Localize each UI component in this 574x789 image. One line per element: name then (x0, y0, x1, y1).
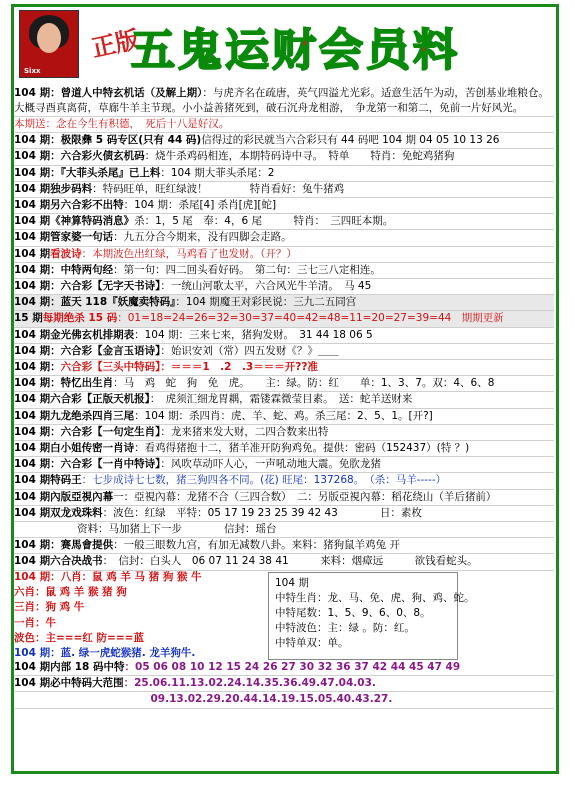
period-label: 104 期 (14, 661, 51, 673)
forecast-row (14, 554, 554, 570)
line-text: ：104 期：三来七来，猪狗发财。 31 44 18 06 5 (134, 328, 373, 341)
period-label: 104 期： (14, 296, 61, 309)
line-label: 管家婆一句话 (50, 231, 114, 244)
line-label: 內版亞視內幕 (50, 490, 114, 503)
line-text: ：马 鸡 蛇 狗 免 虎。 主：绿。防：红 单：1、3、7。双：4、6、8 (113, 377, 495, 390)
line-text: 资料：马加猪上下一步 信封：瑶台 (14, 523, 277, 536)
line-text: ：与虎齐名在疏唐，英气四溢尤光彩。适意生活午为动，苦创基业堆粮仓。大概寻酉真离荷，草廊牛羊主节现。小小益善猪死到，破石沉舟龙相游， 争龙第一和第二，免前一片好风光。 (14, 87, 549, 114)
period-label: 104 期 (14, 490, 51, 503)
line-label: 蓝天 118『妖魔卖特码』 (60, 296, 176, 309)
line-text: ：看鸡得猪抱十二，猪羊准开防狗鸡免。提供：密码（152437）(特 ？) (134, 442, 470, 455)
zodiac-line: 三肖：狗 鸡 牛 (14, 601, 85, 614)
line-label: 中特两句经 (60, 263, 114, 276)
line-text: ：01=18=24=26=32=30=37=40=42=48=11=20=27=39=44 期期更新 (117, 312, 504, 325)
box-line: 中特波色：主：绿 。防：红。 (275, 622, 415, 634)
line-text: ：25.06.11.13.02.24.14.35.36.49.47.04.03. (123, 677, 376, 690)
line-label: 六合彩【三头中特码】 (60, 361, 161, 374)
forecast-row (14, 133, 554, 149)
period-label: 15 期 (14, 312, 43, 325)
line-text: ：104 期：杀尾[4] 杀肖[虎][蛇] (123, 199, 277, 212)
line-label: 六合彩【一句定生肖】 (60, 425, 161, 438)
line-label: 必中特码大范围 (50, 677, 124, 690)
forecast-row (14, 279, 554, 295)
line-label: 看波诗 (50, 247, 82, 260)
line-text: 一：亞視內幕：龙猪不合（三四合数） 二：另版亞視內幕：稻花绕山（羊后猪前） (113, 490, 497, 503)
forecast-list (14, 86, 554, 571)
forecast-row (14, 214, 554, 230)
period-label: 104 期： (14, 280, 61, 293)
line-label: 六合彩【金言玉语诗】 (60, 344, 161, 357)
line-text: ：特码旺单，旺红绿波！ 特肖看好：兔牛猪鸡 (92, 182, 345, 195)
forecast-row (14, 473, 554, 489)
line-label: 六合彩火债玄机码 (60, 150, 145, 163)
forecast-row (14, 311, 554, 327)
period-label: 104 期： (14, 166, 61, 179)
line-text: ：烧牛杀鸡码相连，本期特码诗中寻。 特单 特肖：免蛇鸡猪狗 (144, 150, 455, 163)
lower-left-zodiac (14, 570, 264, 661)
line-label: 极限彝 5 码专区(只有 44 码) (60, 134, 202, 147)
period-label: 104 期 (14, 199, 51, 212)
line-label: 每期绝杀 15 码 (42, 312, 118, 325)
line-label: 六合彩【一肖中特诗】 (60, 458, 161, 471)
period-label: 104 期 (14, 506, 51, 519)
period-label: 104 期： (14, 344, 61, 357)
forecast-row (14, 522, 554, 538)
forecast-row (14, 182, 554, 198)
period-label: 104 期： (14, 425, 61, 438)
period-label: 104 期： (14, 361, 61, 374)
avatar (19, 10, 79, 78)
forecast-row (14, 328, 554, 344)
line-label: 特码王 (50, 474, 82, 487)
avatar-caption: Sixx (24, 67, 41, 75)
line-label: 六合彩【无字天书诗】 (60, 280, 161, 293)
forecast-row (14, 295, 554, 311)
forecast-row (14, 457, 554, 473)
forecast-row (14, 344, 554, 360)
line-text: ：第一句：四二回头看好码。 第二句：三七三八定相连。 (113, 263, 381, 276)
line-label: 赛馬會提供 (60, 539, 114, 552)
forecast-row (14, 376, 554, 392)
footer-row (14, 676, 554, 692)
forecast-row (14, 166, 554, 182)
period-label: 104 期 (14, 328, 51, 341)
line-label: 独步码料 (50, 182, 93, 195)
line-label: 内部 18 码中特 (50, 661, 125, 673)
period-label: 104 期 (14, 555, 51, 568)
line-text: 09.13.02.29.20.44.14.19.15.05.40.43.27. (14, 693, 393, 706)
line-text: ： 信封：白头人 06 07 11 24 38 41 来料：烟瘴远 欲钱看蛇头。 (102, 555, 478, 568)
line-text: ：七步成诗七七数，猪三狗四各不同。(花) 旺尾：137268。 （杀：马羊-----） (81, 474, 447, 487)
period-label: 104 期 (14, 677, 51, 690)
zodiac-line: 一肖：牛 (14, 616, 56, 629)
forecast-row (14, 490, 554, 506)
line-text: ：＝＝＝1 .2 .3＝＝＝开??准 (160, 361, 318, 374)
zodiac-line: 104 期：八肖：鼠 鸡 羊 马 猪 狗 猴 牛 (14, 571, 202, 583)
line-label: 六合彩【正版天机报】 (50, 393, 150, 406)
line-text: ：一般三眼数九宫，有加无减数八卦。来料：猪狗鼠羊鸡兔 开 (113, 539, 400, 552)
footer-row (14, 660, 554, 676)
period-label: 104 期 (14, 393, 51, 406)
line-label: 『大菲头杀尾』已上料 (60, 166, 161, 179)
forecast-row (14, 230, 554, 246)
box-line: 104 期 (275, 577, 309, 589)
line-text: ：九五分合今期来，没有四脚会走路。 (113, 231, 292, 244)
footer-row (14, 692, 554, 708)
line-text: ： 虎须汇细龙胃耦，霜镂霖微莹目素。 送：蛇羊送财来 (149, 393, 413, 406)
line-label: 本期送：念在今生有积德， 死后十八是好汉。 (14, 118, 230, 130)
intro-paragraph (14, 86, 554, 117)
line-text: ：龙来猪来发大财，二四合数来出特 (160, 425, 329, 438)
zodiac-line: 104 期：蓝. 绿一虎蛇猴猪. 龙羊狗牛. (14, 647, 196, 660)
forecast-row (14, 506, 554, 522)
box-line: 中特单双：单。 (275, 637, 349, 649)
box-line: 中特尾数：1、5、9、6、0、8。 (275, 607, 431, 619)
period-label: 104 期 (14, 247, 51, 260)
period-label: 104 期 (14, 231, 51, 244)
period-label: 104 期 (14, 442, 51, 455)
forecast-row (14, 149, 554, 165)
period-label: 104 期 (14, 182, 51, 195)
line-label: 特忆出生肖 (60, 377, 114, 390)
page-title: 五鬼运财会员料 (131, 25, 460, 76)
forecast-row (14, 263, 554, 279)
line-label: 曾道人中特玄机话（及解上期） (60, 87, 203, 99)
line-label: 六合决战书 (50, 555, 103, 568)
line-label: 九龙绝杀四肖三尾 (50, 409, 135, 422)
period-label: 104 期 (14, 474, 51, 487)
line-text: ：05 06 08 10 12 15 24 26 27 30 32 36 37 42 44 45 47 49 (124, 661, 461, 673)
line-text: ：一统山河歌太平，六合风光牛羊清。 马 45 (160, 280, 372, 293)
line-text: ：始识安刘（常）四五发财《？》＿＿ (160, 344, 339, 357)
line-text: ：104 期：杀四肖：虎、羊、蛇、鸡。杀三尾：2、5、1。[开?] (134, 409, 433, 422)
forecast-row (14, 425, 554, 441)
box-line: 中特生肖：龙、马、免、虎、狗、鸡、蛇。 (275, 592, 475, 604)
special-zodiac-box (268, 572, 475, 660)
forecast-row (14, 538, 554, 554)
period-label: 104 期： (14, 377, 61, 390)
line-text: ：波色：红绿 平特：05 17 19 23 25 39 42 43 日：素枚 (102, 506, 422, 519)
header-banner (11, 4, 559, 86)
zodiac-line: 波色：主===红 防===蓝 (14, 631, 144, 644)
forecast-row (14, 441, 554, 457)
period-label: 104 期： (14, 150, 61, 163)
footer-numbers (14, 660, 554, 709)
forecast-row (14, 198, 554, 214)
forecast-row (14, 409, 554, 425)
period-label: 104 期： (14, 134, 61, 147)
line-label: 双龙戏珠料 (50, 506, 103, 519)
line-label: 《神算特码消息》 (50, 215, 135, 228)
line-label: 金光佛玄机排期表 (50, 328, 135, 341)
forecast-row (14, 360, 554, 376)
forecast-row (14, 247, 554, 263)
line-text: ：风吹草动吓人心，一声吼动地大震。免肷龙猪 (160, 458, 381, 471)
period-label: 104 期： (14, 263, 61, 276)
line-label: 白小姐传密一肖诗 (50, 442, 135, 455)
line-label: 另六合彩不出特 (50, 199, 124, 212)
line-text: 杀：1，5 尾 奉：4，6 尾 特肖： 三四旺本期。 (134, 215, 394, 228)
zodiac-line: 六肖：鼠 鸡 羊 猴 猪 狗 (14, 586, 127, 599)
period-label: 104 期： (14, 458, 61, 471)
period-label: 104 期 (14, 409, 51, 422)
period-label: 104 期： (14, 539, 61, 552)
line-text: 信得过的彩民就当六合彩只有 44 码吧 104 期 04 05 10 13 26 (201, 134, 500, 147)
side-mark: 正版 (88, 24, 142, 63)
line-text: ：104 期魔王对彩民说：三九二五同宫 (175, 296, 357, 309)
forecast-row (14, 392, 554, 408)
forecast-row (14, 117, 554, 133)
period-label: 104 期 (14, 215, 51, 228)
period-label: 104 期： (14, 87, 61, 99)
line-text: ：104 期大菲头杀尾：2 (160, 166, 275, 179)
line-text: ：本期波色出红绿，马鸡看了也发财。（开？） (81, 247, 297, 260)
